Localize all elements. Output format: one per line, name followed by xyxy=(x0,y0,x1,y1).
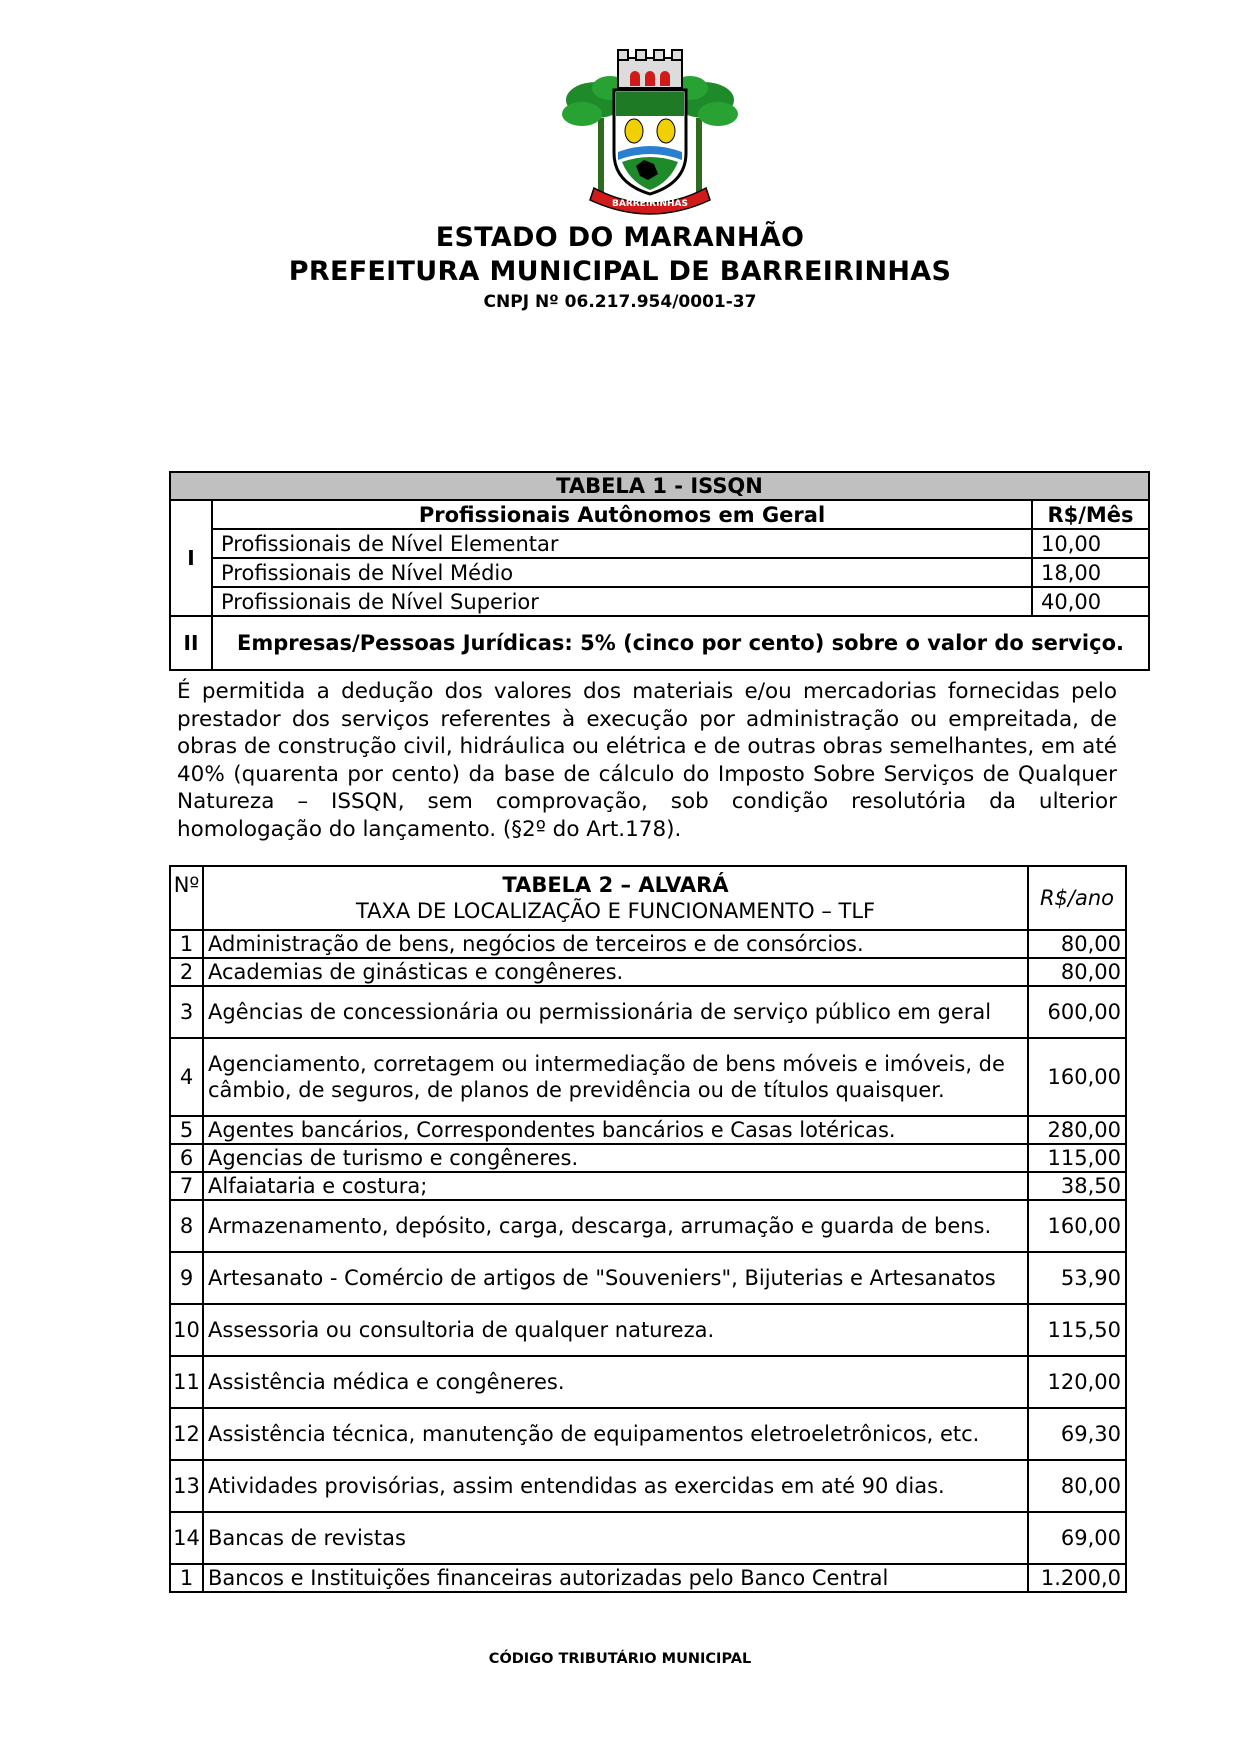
row-amount: 115,50 xyxy=(1028,1304,1126,1356)
companies-rate-text: Empresas/Pessoas Jurídicas: 5% (cinco por cento) sobre o valor do serviço. xyxy=(212,616,1149,670)
row-description: Assistência técnica, manutenção de equipamentos eletroeletrônicos, etc. xyxy=(203,1408,1028,1460)
row-amount: 80,00 xyxy=(1028,958,1126,986)
group-ii-label: II xyxy=(170,616,212,670)
row-number: 14 xyxy=(170,1512,203,1564)
row-amount: 38,50 xyxy=(1028,1172,1126,1200)
table-row xyxy=(170,1408,1126,1460)
row-description: Alfaiataria e costura; xyxy=(203,1172,1028,1200)
row-value: 10,00 xyxy=(1032,529,1149,558)
row-number: 1 xyxy=(170,1564,203,1592)
number-column-header: Nº xyxy=(170,866,203,930)
row-description: Armazenamento, depósito, carga, descarga, arrumação e guarda de bens. xyxy=(203,1200,1028,1252)
table-row xyxy=(170,1356,1126,1408)
row-number: 4 xyxy=(170,1038,203,1116)
row-description: Bancos e Instituições financeiras autorizadas pelo Banco Central xyxy=(203,1564,1028,1592)
table-row xyxy=(170,587,1149,616)
row-description: Bancas de revistas xyxy=(203,1512,1028,1564)
row-description: Assessoria ou consultoria de qualquer natureza. xyxy=(203,1304,1028,1356)
issqn-table-title: TABELA 1 - ISSQN xyxy=(170,472,1149,500)
table-row xyxy=(170,1038,1126,1116)
row-description: Artesanato - Comércio de artigos de "Souveniers", Bijuterias e Artesanatos xyxy=(203,1252,1028,1304)
row-description: Agenciamento, corretagem ou intermediação de bens móveis e imóveis, de câmbio, de seguros, de planos de previdência ou de títulos quaisquer. xyxy=(203,1038,1028,1116)
deduction-paragraph: É permitida a dedução dos valores dos materiais e/ou mercadorias fornecidas pelo prestador dos serviços referentes à execução por administração ou empreitada, de obras de construção civil, hidráulica ou elétrica e de outras obras semelhantes, em até 40% (quarenta por cento) da base de cálculo do Imposto Sobre Serviços de Qualquer Natureza – ISSQN, sem comprovação, sob condição resolutória da ulterior homologação do lançamento. (§2º do Art.178). xyxy=(177,679,1117,842)
row-amount: 600,00 xyxy=(1028,986,1126,1038)
row-amount: 115,00 xyxy=(1028,1144,1126,1172)
table-row xyxy=(170,558,1149,587)
table-row xyxy=(170,986,1126,1038)
state-heading: ESTADO DO MARANHÃO xyxy=(435,222,805,253)
row-amount: 1.200,0 xyxy=(1028,1564,1126,1592)
cnpj-line: CNPJ Nº 06.217.954/0001-37 xyxy=(483,292,757,312)
row-description: Administração de bens, negócios de terceiros e de consórcios. xyxy=(203,930,1028,958)
row-number: 6 xyxy=(170,1144,203,1172)
row-label: Profissionais de Nível Médio xyxy=(212,558,1032,587)
row-label: Profissionais de Nível Superior xyxy=(212,587,1032,616)
row-number: 7 xyxy=(170,1172,203,1200)
unit-column-header: R$/ano xyxy=(1028,866,1126,930)
table-row xyxy=(170,1512,1126,1564)
alvara-table xyxy=(169,865,1127,1593)
table-row xyxy=(170,1564,1126,1592)
municipal-coat-of-arms-logo xyxy=(560,48,740,216)
row-value: 18,00 xyxy=(1032,558,1149,587)
autonomous-professionals-header: Profissionais Autônomos em Geral xyxy=(212,500,1032,529)
issqn-table xyxy=(169,471,1150,671)
row-number: 8 xyxy=(170,1200,203,1252)
table-row xyxy=(170,1144,1126,1172)
row-description: Agencias de turismo e congêneres. xyxy=(203,1144,1028,1172)
table-row xyxy=(170,958,1126,986)
row-value: 40,00 xyxy=(1032,587,1149,616)
row-number: 12 xyxy=(170,1408,203,1460)
row-number: 11 xyxy=(170,1356,203,1408)
table-row xyxy=(170,1116,1126,1144)
row-amount: 69,30 xyxy=(1028,1408,1126,1460)
row-amount: 69,00 xyxy=(1028,1512,1126,1564)
row-number: 10 xyxy=(170,1304,203,1356)
row-number: 5 xyxy=(170,1116,203,1144)
row-amount: 80,00 xyxy=(1028,1460,1126,1512)
ribbon-text: BARREIRINHAS xyxy=(612,199,688,209)
table-row xyxy=(170,1304,1126,1356)
row-description: Academias de ginásticas e congêneres. xyxy=(203,958,1028,986)
row-amount: 120,00 xyxy=(1028,1356,1126,1408)
alvara-table-body xyxy=(170,930,1126,1592)
row-description: Atividades provisórias, assim entendidas as exercidas em até 90 dias. xyxy=(203,1460,1028,1512)
row-number: 2 xyxy=(170,958,203,986)
row-number: 13 xyxy=(170,1460,203,1512)
row-amount: 53,90 xyxy=(1028,1252,1126,1304)
row-number: 1 xyxy=(170,930,203,958)
page-footer: CÓDIGO TRIBUTÁRIO MUNICIPAL xyxy=(488,1651,752,1667)
row-description: Assistência médica e congêneres. xyxy=(203,1356,1028,1408)
alvara-table-title-cell xyxy=(203,866,1028,930)
alvara-table-subtitle: TAXA DE LOCALIZAÇÃO E FUNCIONAMENTO – TLF xyxy=(355,899,876,923)
unit-header: R$/Mês xyxy=(1032,500,1149,529)
row-amount: 280,00 xyxy=(1028,1116,1126,1144)
row-number: 3 xyxy=(170,986,203,1038)
row-amount: 160,00 xyxy=(1028,1200,1126,1252)
row-label: Profissionais de Nível Elementar xyxy=(212,529,1032,558)
alvara-table-title: TABELA 2 – ALVARÁ xyxy=(502,873,729,897)
mural-crown-icon xyxy=(618,50,682,88)
shield-icon xyxy=(614,90,686,194)
table-row xyxy=(170,1200,1126,1252)
row-amount: 80,00 xyxy=(1028,930,1126,958)
table-row xyxy=(170,1252,1126,1304)
group-i-label: I xyxy=(170,500,212,616)
row-description: Agências de concessionária ou permissionária de serviço público em geral xyxy=(203,986,1028,1038)
row-description: Agentes bancários, Correspondentes bancários e Casas lotéricas. xyxy=(203,1116,1028,1144)
prefecture-heading: PREFEITURA MUNICIPAL DE BARREIRINHAS xyxy=(288,256,952,287)
table-row xyxy=(170,1172,1126,1200)
table-row xyxy=(170,1460,1126,1512)
row-amount: 160,00 xyxy=(1028,1038,1126,1116)
table-row xyxy=(170,930,1126,958)
row-number: 9 xyxy=(170,1252,203,1304)
table-row xyxy=(170,529,1149,558)
